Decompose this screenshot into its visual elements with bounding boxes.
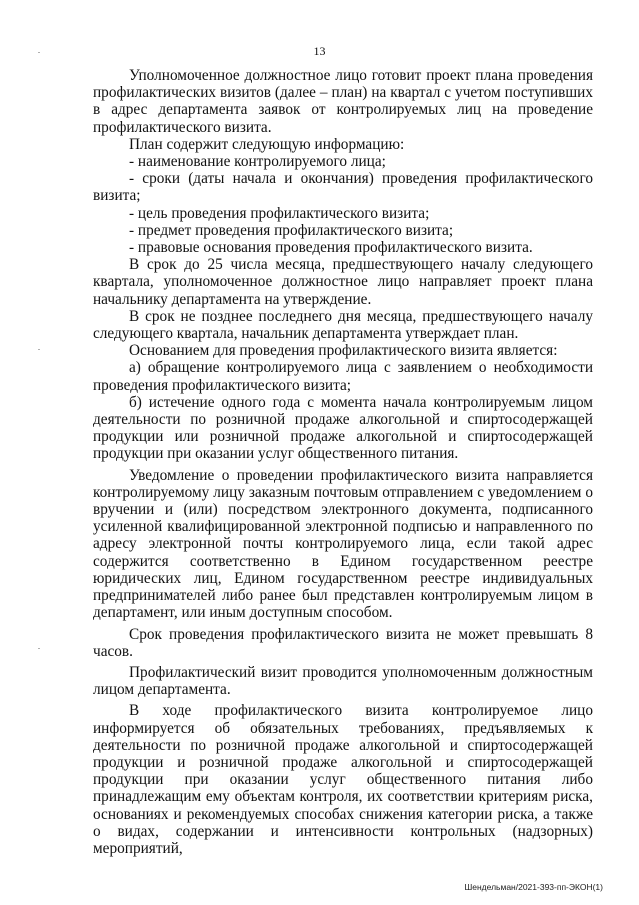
list-item: - правовые основания проведения профилактического визита.	[129, 239, 533, 257]
paragraph: Уполномоченное должностное лицо готовит проект плана проведения профилактических визитов (далее – план) на квартал с учетом поступивших в адрес департамента заявок от контролируемых лиц на проведение профилактического визита.	[93, 67, 593, 136]
list-item: - наименование контролируемого лица;	[129, 153, 386, 171]
paragraph: Основанием для проведения профилактического визита является:	[129, 342, 558, 360]
list-item: - предмет проведения профилактического визита;	[129, 221, 454, 239]
paragraph: Уведомление о проведении профилактического визита направляется контролируемому лицу заказным почтовым отправлением с уведомлением о вручении и (или) посредством электронного документа, подписанного усиленной квалифицированной электронной подписью и направленного по адресу электронной почты контролируемого лица, если такой адрес содержится соответственно в Едином государственном реестре юридических лиц, Едином государственном реестре индивидуальных предпринимателей либо ранее был представлен контролируемым лицом в департамент, или иным доступным способом.	[93, 466, 593, 622]
list-item: - цель проведения профилактического визита;	[129, 204, 430, 222]
paragraph: Срок проведения профилактического визита не может превышать 8 часов.	[93, 625, 593, 660]
document-code: Шендельман/2021-393-пп-ЭКОН(1)	[464, 882, 603, 892]
scan-margin-mark	[38, 648, 40, 649]
list-item: а) обращение контролируемого лица с заявлением о необходимости проведения профилактического визита;	[93, 359, 593, 394]
paragraph: В ходе профилактического визита контролируемое лицо информируется об обязательных требованиях, предъявляемых к деятельности по розничной продаже алкогольной и спиртосодержащей продукции и розничной продаже алкогольной и спиртосодержащей продукции при оказании услуг общественного питания либо принадлежащим ему объектам контроля, их соответствии критериям риска, основаниях и рекомендуемых способах снижения категории риска, а также о видах, содержании и интенсивности контрольных (надзорных) мероприятий,	[93, 702, 593, 857]
list-item: б) истечение одного года с момента начала контролируемым лицом деятельности по розничной продаже алкогольной и спиртосодержащей продукции или розничной продаже алкогольной и спиртосодержащей продукции при оказании услуг общественного питания.	[93, 393, 593, 463]
body-text	[93, 67, 593, 857]
scan-margin-mark	[38, 349, 40, 350]
paragraph: План содержит следующую информацию:	[129, 135, 405, 153]
paragraph: В срок не позднее последнего дня месяца, предшествующего началу следующего квартала, начальник департамента утверждает план.	[93, 307, 593, 343]
paragraph: Профилактический визит проводится уполномоченным должностным лицом департамента.	[93, 663, 593, 699]
paragraph: В срок до 25 числа месяца, предшествующего началу следующего квартала, уполномоченное должностное лицо направляет проект плана начальнику департамента на утверждение.	[93, 256, 593, 308]
page-number: 13	[313, 44, 326, 58]
list-item: - сроки (даты начала и окончания) проведения профилактического визита;	[93, 170, 593, 205]
